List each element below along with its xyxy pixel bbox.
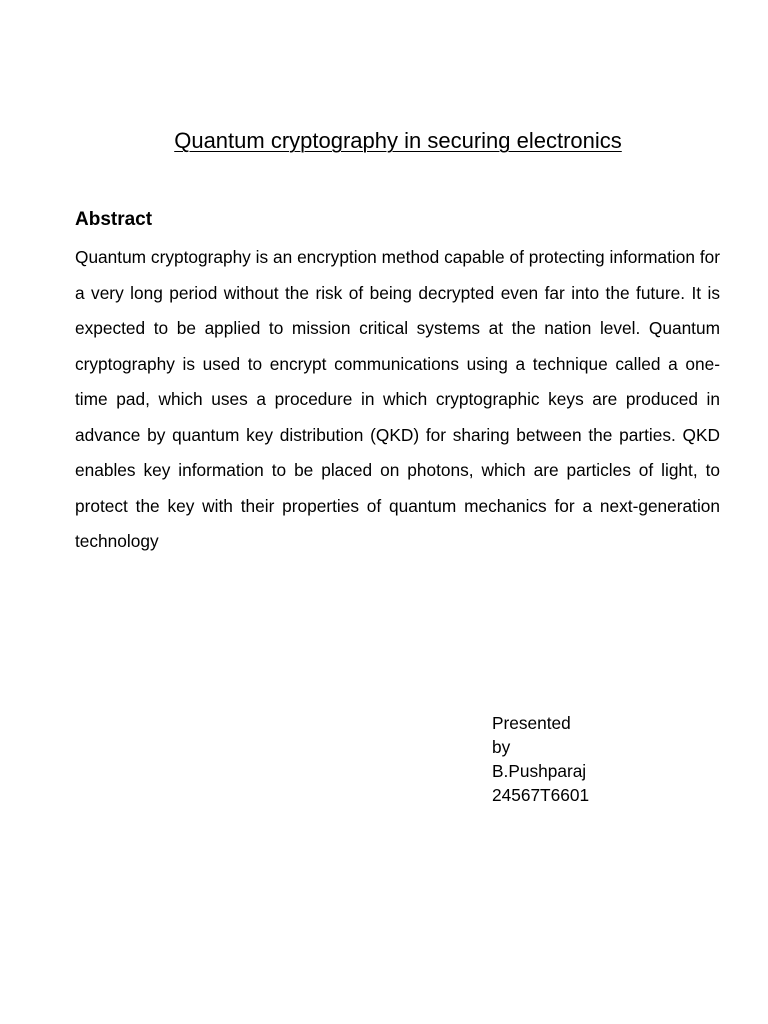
presenter-block	[492, 711, 589, 807]
abstract-paragraph: Quantum cryptography is an encryption method capable of protecting information for a very long period without the risk of being decrypted even far into the future. It is expected to be applied to mission critical systems at the nation level. Quantum cryptography is used to encrypt communications using a technique called a one-time pad, which uses a procedure in which cryptographic keys are produced in advance by quantum key distribution (QKD) for sharing between the parties. QKD enables key information to be placed on photons, which are particles of light, to protect the key with their properties of quantum mechanics for a next-generation technology	[75, 247, 720, 551]
document-title: Quantum cryptography in securing electronics	[174, 128, 622, 153]
presenter-id: 24567T6601	[492, 785, 590, 805]
presented-label: Presented	[492, 713, 571, 733]
presenter-name: B.Pushparaj	[492, 761, 587, 781]
abstract-heading: Abstract	[75, 209, 153, 230]
by-label: by	[492, 737, 511, 757]
